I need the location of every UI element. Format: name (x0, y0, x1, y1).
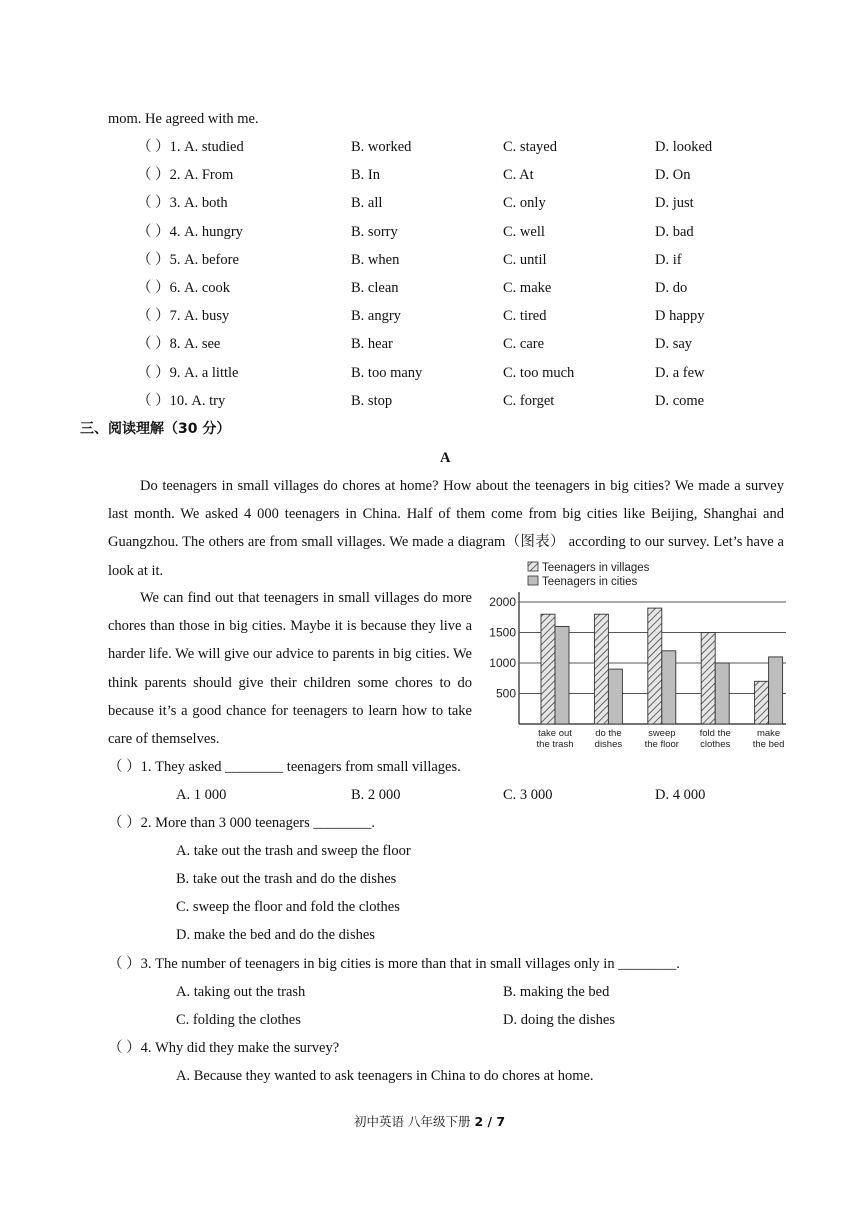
legend-label-2: Teenagers in cities (542, 576, 638, 588)
chores-bar-chart (484, 560, 790, 756)
cloze-item-10-option-b: B. stop (351, 392, 393, 409)
x-tick-label-3: sweep (648, 728, 676, 739)
cloze-item-2-option-d: D. On (655, 167, 691, 184)
x-tick-label-5: make (756, 728, 781, 739)
cloze-item-5-option-b: B. when (351, 251, 400, 268)
question-2-option-b: B. take out the trash and do the dishes (176, 871, 397, 887)
cloze-item-6-option-c: C. make (503, 280, 552, 296)
x-tick-label-3: the floor (644, 739, 679, 750)
question-3-option-b: B. making the bed (503, 984, 610, 1000)
question-1-option-d: D. 4 000 (655, 787, 706, 803)
x-tick-label-2: do the (595, 728, 622, 739)
question-2-stem: （ ）2. More than 3 000 teenagers ________. (108, 815, 375, 831)
y-tick-label: 500 (495, 686, 516, 701)
cloze-item-8-option-d: D. say (655, 336, 693, 353)
bar-villages-4 (701, 633, 715, 725)
bar-villages-3 (648, 608, 662, 724)
question-1-stem: （ ）1. They asked ________ teenagers from small villages. (108, 759, 461, 775)
cloze-item-7-question: （ ）7. A. busy (137, 308, 230, 325)
bar-cities-2 (608, 669, 622, 724)
x-tick-label-4: fold the (699, 728, 731, 739)
cloze-item-6-question: （ ）6. A. cook (137, 280, 231, 296)
x-tick-label-2: dishes (594, 739, 623, 750)
bar-cities-3 (662, 651, 676, 724)
question-1-option-b: B. 2 000 (351, 787, 401, 803)
section-title: 三、阅读理解（30 分） (80, 421, 231, 437)
cloze-item-6-option-d: D. do (655, 280, 688, 296)
cloze-item-10-option-c: C. forget (503, 392, 555, 409)
cloze-item-1-option-b: B. worked (351, 139, 412, 155)
cloze-item-4-question: （ ）4. A. hungry (137, 223, 243, 240)
cloze-item-3-question: （ ）3. A. both (137, 195, 228, 212)
cloze-item-9-option-b: B. too many (351, 364, 423, 381)
cloze-item-10-question: （ ）10. A. try (137, 392, 226, 409)
passage-label: A (440, 450, 451, 466)
question-4-stem: （ ）4. Why did they make the survey? (108, 1040, 340, 1056)
cloze-item-4-option-d: D. bad (655, 223, 694, 240)
footer-text: 初中英语 八年级下册 (354, 1114, 475, 1129)
bar-villages-5 (755, 681, 769, 724)
page-footer (354, 1113, 505, 1131)
bar-cities-1 (555, 626, 569, 724)
y-tick-label: 1500 (489, 625, 516, 640)
cloze-item-2-option-b: B. In (351, 167, 380, 184)
cloze-item-1-option-c: C. stayed (503, 139, 557, 155)
page-number: 2 / 7 (474, 1114, 506, 1129)
cloze-item-3-option-d: D. just (655, 195, 694, 212)
cloze-item-9-option-c: C. too much (503, 364, 575, 381)
cloze-item-9-question: （ ）9. A. a little (137, 364, 239, 381)
bar-villages-2 (594, 614, 608, 724)
cloze-item-3-option-c: C. only (503, 195, 546, 212)
cloze-item-8-option-b: B. hear (351, 336, 393, 353)
legend-swatch-1 (528, 562, 538, 571)
cloze-item-1-option-d: D. looked (655, 139, 713, 155)
cloze-item-5-question: （ ）5. A. before (137, 251, 239, 268)
cloze-item-4-option-c: C. well (503, 223, 545, 240)
question-2-option-c: C. sweep the floor and fold the clothes (176, 899, 400, 915)
cloze-item-3-option-b: B. all (351, 195, 383, 212)
cloze-item-5-option-c: C. until (503, 251, 547, 268)
cloze-item-6-option-b: B. clean (351, 280, 399, 296)
bar-cities-5 (769, 657, 783, 724)
cloze-item-8-question: （ ）8. A. see (137, 336, 221, 353)
cloze-item-10-option-d: D. come (655, 392, 705, 409)
x-tick-label-1: the trash (536, 739, 574, 750)
question-4-option-a: A. Because they wanted to ask teenagers in China to do chores at home. (176, 1068, 594, 1084)
cloze-item-4-option-b: B. sorry (351, 223, 398, 240)
cloze-item-2-option-c: C. At (503, 167, 534, 184)
cloze-item-7-option-b: B. angry (351, 308, 401, 325)
question-3-option-d: D. doing the dishes (503, 1012, 615, 1028)
legend-label-1: Teenagers in villages (542, 562, 650, 574)
x-tick-label-4: clothes (700, 739, 731, 750)
cloze-item-7-option-c: C. tired (503, 308, 547, 325)
question-3-option-c: C. folding the clothes (176, 1012, 301, 1028)
cloze-item-2-question: （ ）2. A. From (137, 167, 234, 184)
question-3-stem: （ ）3. The number of teenagers in big cities is more than that in small villages only in ________. (108, 956, 680, 972)
x-tick-label-1: take out (538, 728, 572, 739)
y-tick-label: 1000 (489, 656, 516, 670)
bar-cities-4 (715, 663, 729, 724)
legend-swatch-2 (528, 576, 538, 585)
question-3-option-a: A. taking out the trash (176, 984, 306, 1000)
bar-villages-1 (541, 614, 555, 724)
passage-paragraph-2: We can find out that teenagers in small villages do more chores than those in big cities. Maybe it is because they live a harder life. We will give our advice to parents in big cities. We think parents should give their children some chores to do because it’s a good chance for teenagers to learn how to take care of themselves. (108, 590, 472, 748)
cloze-item-9-option-d: D. a few (655, 364, 705, 381)
y-tick-label: 2000 (489, 595, 516, 609)
cloze-tail-text: mom. He agreed with me. (108, 111, 259, 127)
question-2-option-d: D. make the bed and do the dishes (176, 927, 375, 943)
question-2-option-a: A. take out the trash and sweep the floor (176, 843, 411, 859)
cloze-item-8-option-c: C. care (503, 336, 545, 353)
question-1-option-c: C. 3 000 (503, 787, 553, 803)
x-tick-label-5: the bed (752, 739, 785, 750)
question-1-option-a: A. 1 000 (176, 787, 227, 803)
passage-paragraph-1: Do teenagers in small villages do chores at home? How about the teenagers in big cities? We made a survey last month. We asked 4 000 teenagers in China. Half of them come from big cities like Beijing, Shanghai and Guangzhou. The others are from small villages. We made a diagram（图表） according to our survey. Let’s have a look at it. (108, 478, 784, 579)
cloze-item-1-question: （ ）1. A. studied (137, 139, 244, 155)
cloze-item-7-option-d: D happy (655, 308, 705, 325)
cloze-item-5-option-d: D. if (655, 251, 682, 268)
